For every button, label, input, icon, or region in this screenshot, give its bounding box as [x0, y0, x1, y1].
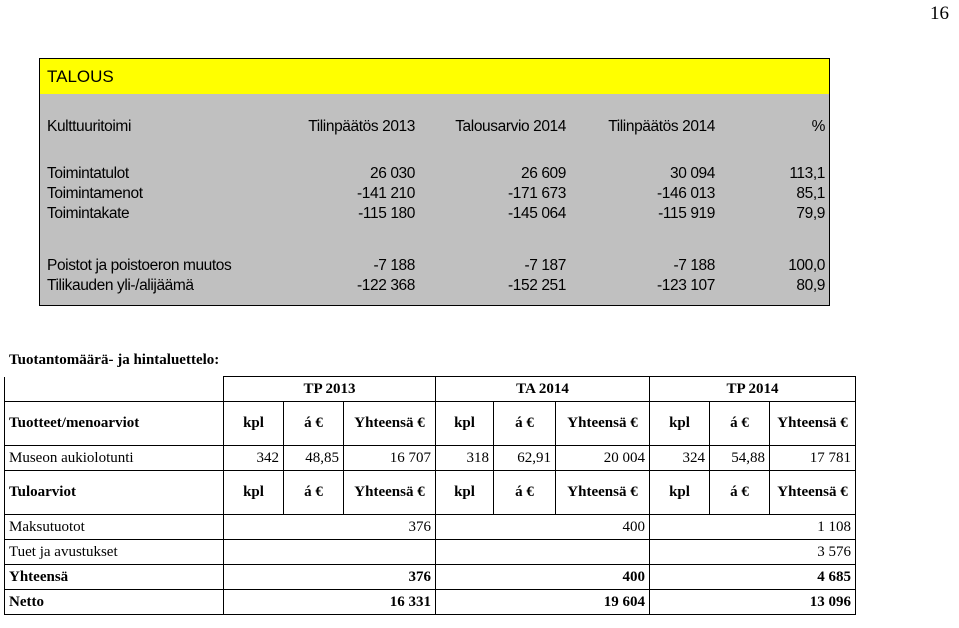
cell: 3 576 [650, 540, 856, 565]
group-header-row [5, 377, 856, 402]
table-row [5, 446, 856, 471]
header-cell: kpl [436, 471, 494, 515]
header-cell: kpl [650, 402, 710, 446]
header-cell: kpl [224, 471, 284, 515]
finance-body [40, 94, 829, 305]
row-label: Tuet ja avustukset [5, 540, 224, 565]
finance-table [39, 58, 830, 306]
header-cell: á € [284, 402, 344, 446]
row-value: -146 013 [657, 185, 715, 202]
table-row [5, 540, 856, 565]
group-header: TP 2013 [224, 377, 436, 402]
production-table [4, 376, 856, 615]
cell: 342 [224, 446, 284, 471]
cell: 16 331 [224, 590, 436, 615]
col-header-ta2014: Talousarvio 2014 [455, 118, 566, 135]
cell: 324 [650, 446, 710, 471]
cell: 318 [436, 446, 494, 471]
empty-cell [5, 377, 224, 402]
cell: 62,91 [494, 446, 556, 471]
page-number: 16 [930, 3, 949, 24]
header-row [5, 402, 856, 446]
header-cell: Yhteensä € [344, 402, 436, 446]
row-percent: 100,0 [788, 257, 825, 274]
row-value: -115 180 [358, 205, 415, 222]
col-header-percent: % [811, 118, 825, 135]
row-percent: 79,9 [796, 205, 825, 222]
row-value: -115 919 [658, 205, 715, 222]
col-header-tp2014: Tilinpäätös 2014 [608, 118, 715, 135]
header-row [5, 471, 856, 515]
cell: 20 004 [556, 446, 650, 471]
production-title: Tuotantomäärä- ja hintaluettelo: [9, 352, 220, 368]
row-value: -141 210 [357, 185, 415, 202]
row-value: -122 368 [357, 277, 415, 294]
header-cell: Yhteensä € [770, 471, 856, 515]
section-title: TALOUS [47, 67, 114, 86]
header-cell: Tuloarviot [5, 471, 224, 515]
table-row [5, 565, 856, 590]
cell: 376 [224, 565, 436, 590]
row-value: -7 187 [524, 257, 566, 274]
cell: 13 096 [650, 590, 856, 615]
row-value: -123 107 [657, 277, 715, 294]
row-label: Museon aukiolotunti [5, 446, 224, 471]
header-cell: Yhteensä € [556, 402, 650, 446]
group-header: TP 2014 [650, 377, 856, 402]
cell: 54,88 [710, 446, 770, 471]
cell: 17 781 [770, 446, 856, 471]
row-value: -7 188 [673, 257, 715, 274]
header-cell: Yhteensä € [770, 402, 856, 446]
cell: 376 [224, 515, 436, 540]
row-value: -7 188 [373, 257, 415, 274]
row-label: Toimintamenot [47, 185, 143, 202]
header-cell: á € [284, 471, 344, 515]
row-label: Poistot ja poistoeron muutos [47, 257, 232, 274]
row-value: -171 673 [508, 185, 566, 202]
row-label: Tilikauden yli-/alijäämä [47, 277, 194, 294]
row-label: Toimintakate [47, 205, 130, 222]
cell [224, 540, 436, 565]
header-cell: á € [710, 402, 770, 446]
cell: 16 707 [344, 446, 436, 471]
row-label: Netto [5, 590, 224, 615]
row-label: Toimintatulot [47, 165, 129, 182]
header-cell: á € [710, 471, 770, 515]
cell: 400 [436, 515, 650, 540]
row-value: 26 030 [369, 165, 415, 182]
section-title-bar [40, 59, 829, 94]
header-cell: kpl [650, 471, 710, 515]
row-value: -145 064 [508, 205, 566, 222]
row-value: 26 609 [520, 165, 566, 182]
row-label: Yhteensä [5, 565, 224, 590]
table-row [5, 515, 856, 540]
row-value: 30 094 [669, 165, 715, 182]
row-percent: 80,9 [796, 277, 825, 294]
header-cell: Yhteensä € [556, 471, 650, 515]
header-cell: á € [494, 471, 556, 515]
row-value: -152 251 [508, 277, 566, 294]
header-cell: kpl [224, 402, 284, 446]
cell: 1 108 [650, 515, 856, 540]
table-row [5, 590, 856, 615]
col-header-tp2013: Tilinpäätös 2013 [308, 118, 415, 135]
row-percent: 113,1 [789, 165, 825, 182]
header-cell: Yhteensä € [344, 471, 436, 515]
cell: 400 [436, 565, 650, 590]
header-cell: Tuotteet/menoarviot [5, 402, 224, 446]
cell [436, 540, 650, 565]
cell: 19 604 [436, 590, 650, 615]
cell: 4 685 [650, 565, 856, 590]
row-percent: 85,1 [796, 185, 825, 202]
row-label: Maksutuotot [5, 515, 224, 540]
col-header-label: Kulttuuritoimi [47, 118, 131, 135]
group-header: TA 2014 [436, 377, 650, 402]
header-cell: á € [494, 402, 556, 446]
header-cell: kpl [436, 402, 494, 446]
cell: 48,85 [284, 446, 344, 471]
